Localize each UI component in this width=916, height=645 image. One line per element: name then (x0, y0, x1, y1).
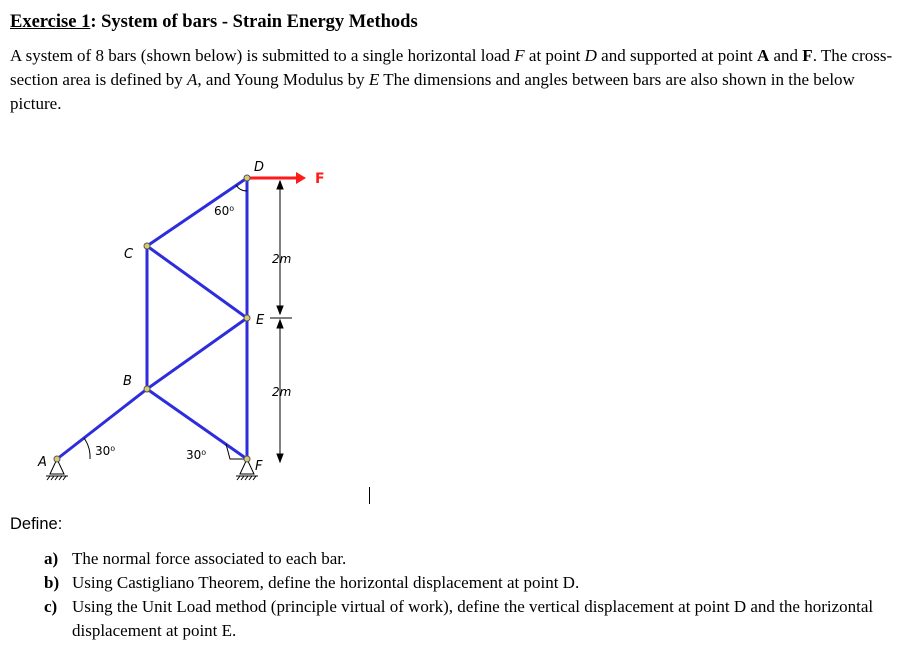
intro-text-1: A system of 8 bars (shown below) is submitted to a single horizontal load (10, 46, 515, 65)
question-b-label: b) (44, 573, 60, 592)
intro-support-f: F (802, 46, 813, 65)
intro-var-area: A (187, 70, 198, 89)
intro-text-4: and (769, 46, 803, 65)
label-b: B (123, 374, 132, 389)
label-angle-base-left: 30⁰ (95, 444, 116, 458)
node-b (144, 386, 150, 392)
node-a (54, 456, 60, 462)
exercise-number: Exercise 1 (10, 12, 91, 32)
define-label: Define: (10, 515, 63, 533)
exercise-title (10, 12, 418, 33)
figure-labels (37, 160, 325, 474)
intro-text-5: . The cross-section area is defined by (10, 46, 893, 89)
problem-statement (10, 44, 910, 116)
intro-var-f: F (514, 46, 525, 65)
node-c (144, 243, 150, 249)
label-f-node: F (255, 459, 263, 474)
exercise-subtitle: : System of bars - Strain Energy Methods (90, 12, 418, 32)
question-list (44, 547, 909, 643)
node-d (244, 175, 250, 181)
intro-var-d: D (584, 46, 597, 65)
question-a (44, 547, 909, 571)
label-a: A (38, 455, 47, 470)
question-a-label: a) (44, 549, 59, 568)
label-dim-lower: 2m (272, 385, 292, 399)
intro-support-a: A (756, 46, 770, 65)
intro-var-modulus: E (368, 70, 380, 89)
label-e: E (256, 313, 265, 328)
question-b-text: Using Castigliano Theorem, define the horizontal displacement at point D. (72, 573, 580, 592)
intro-text-6: , and Young Modulus by (197, 70, 369, 89)
label-dim-upper: 2m (272, 252, 292, 266)
label-f-load: F (315, 171, 325, 187)
question-b (44, 571, 909, 595)
bar-ce (147, 246, 247, 318)
intro-text-3: and supported at point (596, 46, 757, 65)
label-c: C (124, 247, 134, 262)
intro-text-7: The dimensions and angles between bars are also shown in the below picture. (10, 70, 855, 113)
question-a-text: The normal force associated to each bar. (72, 549, 347, 568)
dimension-lines (270, 181, 292, 462)
question-c-text: Using the Unit Load method (principle virtual of work), define the vertical displacement at point D and the horizontal displacement at point E. (72, 597, 874, 640)
intro-text-2: at point (524, 46, 585, 65)
truss-diagram (0, 150, 420, 500)
label-angle-top: 60⁰ (214, 204, 235, 218)
label-angle-base-mid: 30⁰ (186, 448, 207, 462)
truss-nodes (54, 175, 250, 462)
question-c (44, 595, 909, 643)
label-d: D (254, 160, 265, 175)
bar-be (147, 318, 247, 389)
angle-arc-base-left (84, 438, 90, 459)
node-f (244, 456, 250, 462)
text-cursor (369, 487, 370, 504)
question-c-label: c) (44, 597, 58, 616)
truss-bars (57, 178, 247, 459)
node-e (244, 315, 250, 321)
